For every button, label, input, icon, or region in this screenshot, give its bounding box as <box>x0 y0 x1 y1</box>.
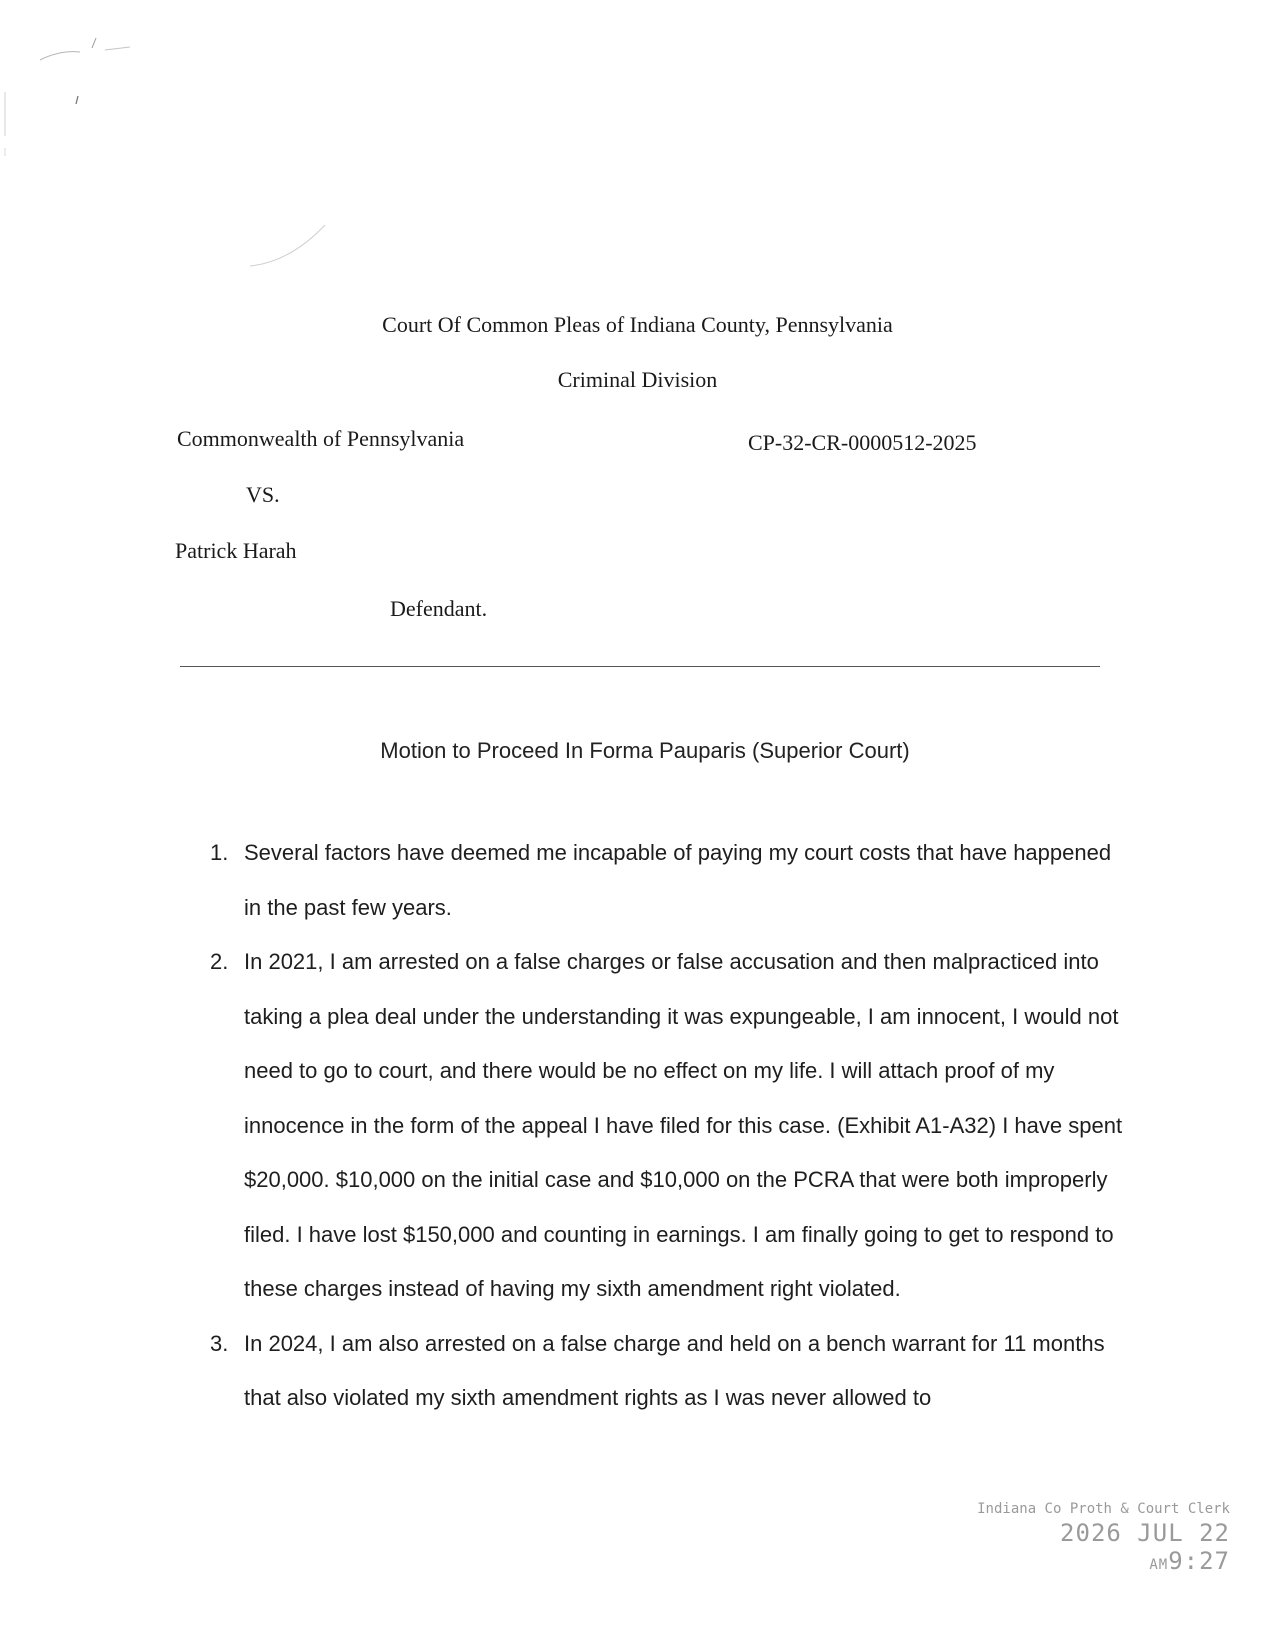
motion-title: Motion to Proceed In Forma Pauparis (Superior Court) <box>380 738 910 763</box>
defendant-label: Defendant. <box>390 596 488 621</box>
stamp-date: 2026 JUL 22 <box>1060 1519 1230 1547</box>
paragraph-text: In 2024, I am also arrested on a false charge and held on a bench warrant for 11 months that also violated my sixth amendment rights as I was never allowed to <box>244 1330 1105 1410</box>
scan-artifact-marks <box>0 0 340 280</box>
numbered-paragraphs <box>200 826 1130 1426</box>
paragraph-number: 3. <box>210 1330 229 1356</box>
caption-divider <box>180 666 1100 667</box>
paragraph-1 <box>200 826 1130 935</box>
paragraph-3 <box>200 1317 1130 1426</box>
stamp-office: Indiana Co Proth & Court Clerk <box>977 1501 1230 1517</box>
paragraph-number: 1. <box>210 840 229 865</box>
stamp-datetime <box>970 1519 1230 1575</box>
plaintiff-name: Commonwealth of Pennsylvania <box>177 426 465 451</box>
paragraph-number: 2. <box>210 949 229 974</box>
court-name: Court Of Common Pleas of Indiana County, Pennsylvania <box>382 312 893 337</box>
stamp-time: 9:27 <box>1168 1547 1230 1575</box>
defendant-name: Patrick Harah <box>175 538 297 563</box>
paragraph-text: In 2021, I am arrested on a false charges or false accusation and then malpracticed into taking a plea deal under the understanding it was expungeable, I am innocent, I would not need to go to court, and there would be no effect on my life. I will attach proof of my innocence in the form of the appeal I have filed for this case. (Exhibit A1-A32) I have spent $20,000. $10,000 on the initial case and $10,000 on the PCRA that were both improperly filed. I have lost $150,000 and counting in earnings. I am finally going to get to respond to these charges instead of having my sixth amendment right violated. <box>244 949 1123 1301</box>
stamp-ampm: AM <box>1149 1557 1169 1573</box>
paragraph-2 <box>200 935 1130 1317</box>
paragraph-text: Several factors have deemed me incapable of paying my court costs that have happened in the past few years. <box>244 840 1112 920</box>
filing-stamp <box>970 1501 1230 1575</box>
court-division: Criminal Division <box>557 367 718 392</box>
docket-number: CP-32-CR-0000512-2025 <box>748 430 977 455</box>
versus-label: VS. <box>246 482 280 507</box>
